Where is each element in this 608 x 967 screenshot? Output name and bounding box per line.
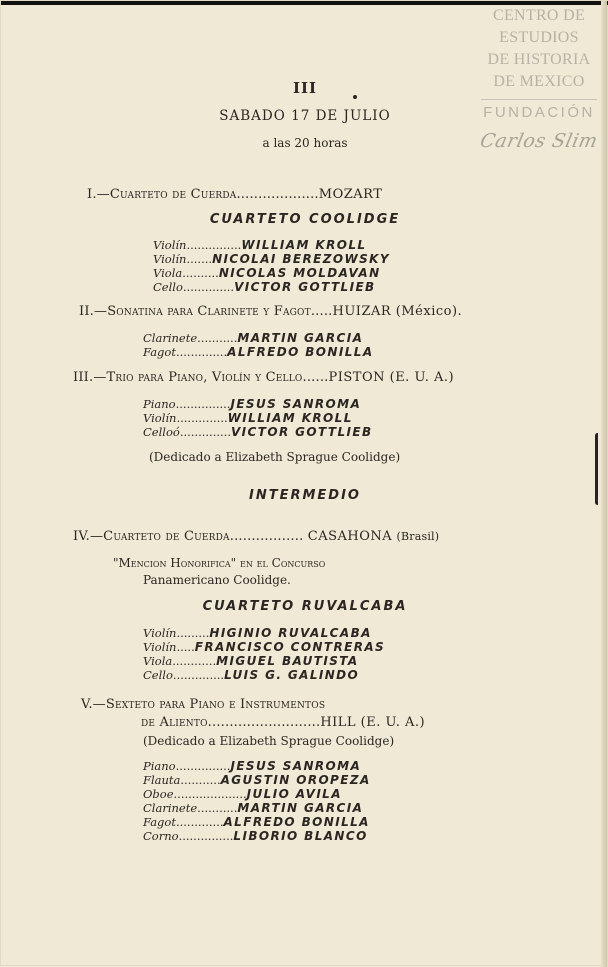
watermark-line: DE HISTORIA bbox=[487, 51, 591, 68]
composer-country: (Brasil) bbox=[396, 530, 440, 543]
composer: MOZART bbox=[318, 187, 383, 202]
section-title-2: II.—Sonatina para Clarinete y Fagot.....HUIZAR (México). bbox=[79, 304, 463, 319]
composer: PISTON (E. U. A.) bbox=[328, 370, 455, 385]
composer: CASAHONA bbox=[307, 529, 393, 544]
intermission-label: INTERMEDIO bbox=[249, 488, 361, 503]
performer-row: Fagot.............ALFREDO BONILLA bbox=[143, 815, 370, 829]
section-title-5: V.—Sexteto para Piano e Instrumentos bbox=[81, 697, 326, 712]
dedication-note: (Dedicado a Elizabeth Sprague Coolidge) bbox=[143, 734, 395, 748]
award-line: "Mencion Honorifica" en el Concurso bbox=[113, 556, 326, 570]
performer-row: Flauta...........AGUSTIN OROPEZA bbox=[143, 773, 371, 787]
performer-row: Celloó..............VICTOR GOTTLIEB bbox=[143, 425, 373, 439]
performer-row: Viola............MIGUEL BAUTISTA bbox=[143, 654, 359, 668]
watermark-line: CENTRO DE bbox=[492, 7, 586, 24]
program-number: III bbox=[292, 79, 318, 97]
watermark-signature: Carlos Slim bbox=[478, 130, 600, 152]
performer-row: Violín.......NICOLAI BEREZOWSKY bbox=[153, 252, 390, 266]
ensemble-name: CUARTETO COOLIDGE bbox=[209, 212, 401, 227]
ornament-dot bbox=[353, 95, 357, 99]
section-title-3: III.—Trio para Piano, Violín y Cello......PISTON (E. U. A.) bbox=[73, 370, 455, 385]
composer: HILL (E. U. A.) bbox=[320, 715, 426, 730]
section-title-4: IV.—Cuarteto de Cuerda................. CASAHONA (Brasil) bbox=[73, 529, 440, 544]
watermark-foundation: FUNDACIÓN bbox=[483, 104, 595, 121]
watermark-line: ESTUDIOS bbox=[499, 29, 579, 46]
ensemble-name: CUARTETO RUVALCABA bbox=[202, 599, 408, 614]
performer-row: Oboe....................JULIO AVILA bbox=[143, 787, 342, 801]
performer-row: Violín.....FRANCISCO CONTRERAS bbox=[143, 640, 386, 654]
program-time: a las 20 horas bbox=[262, 136, 348, 150]
program-date: SABADO 17 DE JULIO bbox=[219, 108, 391, 124]
award-line: Panamericano Coolidge. bbox=[143, 573, 291, 587]
performer-row: Piano...............JESUS SANROMA bbox=[143, 397, 362, 411]
section-title-5-cont: de Aliento..........................HILL (E. U. A.) bbox=[141, 715, 426, 730]
performer-row: Corno...............LIBORIO BLANCO bbox=[143, 829, 368, 843]
performer-row: Cello..............VICTOR GOTTLIEB bbox=[153, 280, 376, 294]
performer-row: Violín.........HIGINIO RUVALCABA bbox=[143, 626, 372, 640]
performer-row: Clarinete...........MARTIN GARCIA bbox=[143, 331, 364, 345]
watermark-line: DE MEXICO bbox=[493, 73, 585, 90]
performer-row: Violín..............WILLIAM KROLL bbox=[143, 411, 353, 425]
performer-row: Cello..............LUIS G. GALINDO bbox=[143, 668, 360, 682]
section-title-1: I.—Cuarteto de Cuerda...................MOZART bbox=[87, 187, 383, 202]
performer-row: Fagot..............ALFREDO BONILLA bbox=[143, 345, 374, 359]
composer: HUIZAR (México). bbox=[332, 304, 463, 319]
performer-row: Violín...............WILLIAM KROLL bbox=[153, 238, 367, 252]
performer-row: Piano...............JESUS SANROMA bbox=[143, 759, 362, 773]
watermark-divider bbox=[481, 99, 597, 100]
performer-row: Viola..........NICOLAS MOLDAVAN bbox=[153, 266, 381, 280]
dedication-note: (Dedicado a Elizabeth Sprague Coolidge) bbox=[149, 450, 401, 464]
performer-row: Clarinete...........MARTIN GARCIA bbox=[143, 801, 364, 815]
